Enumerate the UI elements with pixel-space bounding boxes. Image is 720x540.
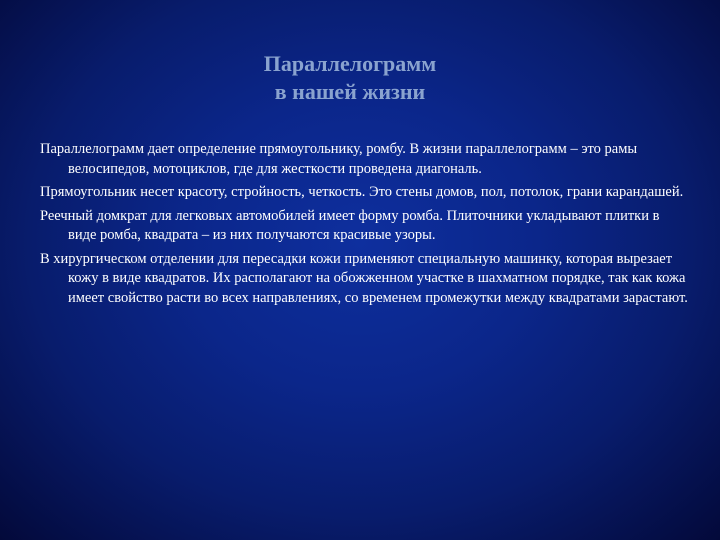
paragraph-frames: Параллелограмм дает определение прямоугольнику, ромбу. В жизни параллелограмм – это рамы велосипедов, мотоциклов, где для жесткости проведена диагональ. xyxy=(40,141,638,177)
title-line-1: Параллелограмм xyxy=(263,51,437,76)
paragraph-skin-grafting: В хирургическом отделении для пересадки кожи применяют специальную машинку, которая вырезает кожу в виде квадратов. Их располагают на обожженном участке в шахматном порядке, так как кожа имеет свойство расти во всех направлениях, со временем промежутки между квадратами зарастают. xyxy=(40,250,688,306)
paragraph-jack-tiles: Реечный домкрат для легковых автомобилей имеет форму ромба. Плиточники укладывают плитки в виде ромба, квадрата – из них получаются красивые узоры. xyxy=(40,207,660,243)
paragraph-rectangle: Прямоугольник несет красоту, стройность, четкость. Это стены домов, пол, потолок, грани карандашей. xyxy=(40,184,684,200)
title-line-2: в нашей жизни xyxy=(274,79,426,104)
slide-title xyxy=(150,50,550,106)
slide-body xyxy=(40,140,690,312)
